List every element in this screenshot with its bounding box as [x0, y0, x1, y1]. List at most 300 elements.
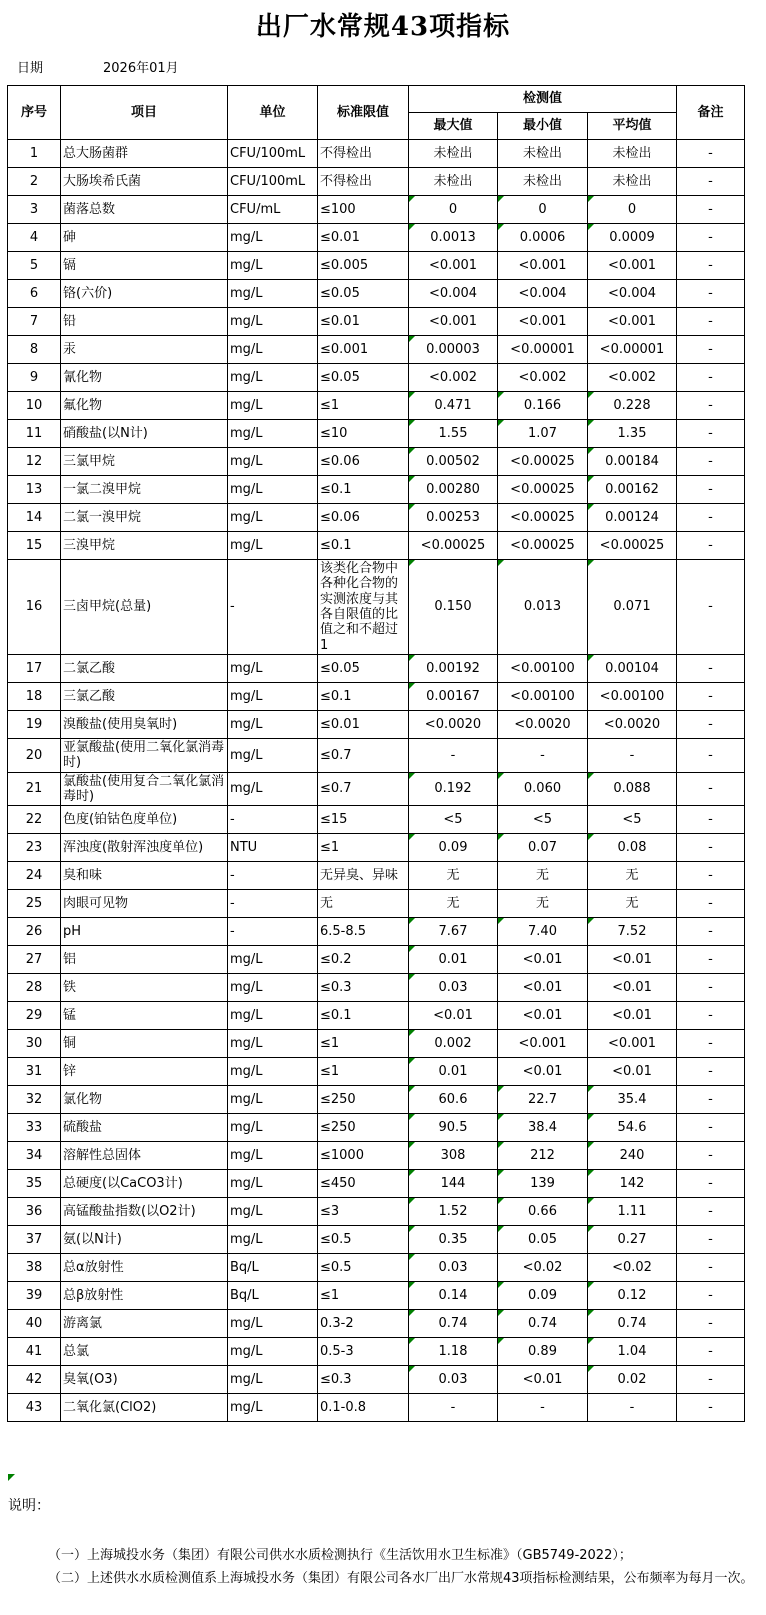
cell-item-name: 氯化物: [61, 1086, 228, 1114]
cell-max-value: 1.55: [409, 420, 498, 448]
cell-note: -: [677, 392, 745, 420]
excel-error-triangle-icon: [409, 1170, 415, 1176]
excel-error-triangle-icon: [588, 1170, 594, 1176]
cell-avg-value: <0.002: [588, 364, 677, 392]
cell-limit: ≤0.7: [318, 738, 409, 772]
cell-min-value: 139: [498, 1170, 588, 1198]
cell-limit: ≤1: [318, 392, 409, 420]
table-row: [8, 1002, 745, 1030]
excel-error-triangle-icon: [409, 1338, 415, 1344]
excel-error-triangle-icon: [588, 834, 594, 840]
footer-notes: [0, 1474, 766, 1591]
cell-min-value: 1.07: [498, 420, 588, 448]
table-row: [8, 168, 745, 196]
cell-unit: mg/L: [228, 1086, 318, 1114]
cell-avg-value: <0.01: [588, 1058, 677, 1086]
cell-max-value: 0.00167: [409, 682, 498, 710]
cell-row-number: 21: [8, 772, 61, 806]
cell-note: -: [677, 1282, 745, 1310]
cell-unit: mg/L: [228, 1338, 318, 1366]
excel-error-triangle-icon: [498, 1338, 504, 1344]
cell-item-name: 铅: [61, 308, 228, 336]
excel-error-triangle-icon: [498, 1310, 504, 1316]
cell-unit: mg/L: [228, 420, 318, 448]
excel-error-triangle-icon: [409, 683, 415, 689]
cell-avg-value: 0.00124: [588, 504, 677, 532]
cell-item-name: 锌: [61, 1058, 228, 1086]
cell-limit: ≤1: [318, 1030, 409, 1058]
excel-error-triangle-icon: [409, 918, 415, 924]
table-row: [8, 946, 745, 974]
excel-error-triangle-icon: [409, 773, 415, 779]
cell-limit: 6.5-8.5: [318, 918, 409, 946]
excel-error-triangle-icon: [409, 392, 415, 398]
cell-row-number: 9: [8, 364, 61, 392]
excel-error-triangle-icon: [588, 1198, 594, 1204]
excel-error-triangle-icon: [409, 476, 415, 482]
cell-max-value: 0.35: [409, 1226, 498, 1254]
cell-row-number: 11: [8, 420, 61, 448]
excel-error-triangle-icon: [409, 1310, 415, 1316]
cell-min-value: 0.05: [498, 1226, 588, 1254]
cell-item-name: 铜: [61, 1030, 228, 1058]
cell-max-value: 0.00003: [409, 336, 498, 364]
cell-max-value: 0.0013: [409, 224, 498, 252]
cell-limit: ≤0.2: [318, 946, 409, 974]
excel-error-triangle-icon: [498, 560, 504, 566]
col-header-item: 项目: [61, 86, 228, 140]
cell-min-value: <0.00025: [498, 448, 588, 476]
cell-row-number: 2: [8, 168, 61, 196]
cell-min-value: <0.00001: [498, 336, 588, 364]
cell-row-number: 3: [8, 196, 61, 224]
cell-item-name: 总氯: [61, 1338, 228, 1366]
cell-min-value: <0.001: [498, 308, 588, 336]
cell-row-number: 38: [8, 1254, 61, 1282]
cell-item-name: 浑浊度(散射浑浊度单位): [61, 834, 228, 862]
date-label: 日期: [17, 61, 44, 76]
excel-error-triangle-icon: [498, 1198, 504, 1204]
cell-limit: ≤0.7: [318, 772, 409, 806]
cell-avg-value: 0.228: [588, 392, 677, 420]
cell-max-value: 144: [409, 1170, 498, 1198]
cell-unit: mg/L: [228, 224, 318, 252]
cell-row-number: 37: [8, 1226, 61, 1254]
cell-item-name: 臭和味: [61, 862, 228, 890]
table-row: [8, 1142, 745, 1170]
cell-avg-value: 无: [588, 890, 677, 918]
table-row: [8, 280, 745, 308]
cell-avg-value: 7.52: [588, 918, 677, 946]
note-line-2: （二）上述供水水质检测值系上海城投水务（集团）有限公司各水厂出厂水常规43项指标检测结果，公布频率为每月一次。: [48, 1571, 754, 1587]
table-row: [8, 476, 745, 504]
cell-note: -: [677, 1114, 745, 1142]
cell-note: -: [677, 448, 745, 476]
cell-limit: ≤1000: [318, 1142, 409, 1170]
cell-max-value: 0.03: [409, 1254, 498, 1282]
cell-item-name: 三溴甲烷: [61, 532, 228, 560]
cell-row-number: 26: [8, 918, 61, 946]
cell-unit: mg/L: [228, 476, 318, 504]
cell-unit: -: [228, 918, 318, 946]
cell-avg-value: <0.01: [588, 974, 677, 1002]
cell-min-value: 未检出: [498, 140, 588, 168]
cell-unit: Bq/L: [228, 1254, 318, 1282]
cell-note: -: [677, 862, 745, 890]
excel-error-triangle-icon: [588, 1366, 594, 1372]
cell-note: -: [677, 1394, 745, 1422]
cell-limit: 不得检出: [318, 168, 409, 196]
cell-row-number: 29: [8, 1002, 61, 1030]
cell-limit: 0.1-0.8: [318, 1394, 409, 1422]
cell-row-number: 4: [8, 224, 61, 252]
excel-error-triangle-icon: [498, 834, 504, 840]
cell-max-value: 0.14: [409, 1282, 498, 1310]
cell-row-number: 39: [8, 1282, 61, 1310]
table-body: [8, 140, 745, 1422]
table-row: [8, 252, 745, 280]
table-row: [8, 1114, 745, 1142]
cell-limit: ≤0.005: [318, 252, 409, 280]
cell-avg-value: 1.11: [588, 1198, 677, 1226]
cell-unit: mg/L: [228, 1030, 318, 1058]
cell-max-value: -: [409, 738, 498, 772]
cell-item-name: 总大肠菌群: [61, 140, 228, 168]
excel-error-triangle-icon: [498, 1086, 504, 1092]
cell-row-number: 7: [8, 308, 61, 336]
cell-unit: mg/L: [228, 1002, 318, 1030]
cell-note: -: [677, 654, 745, 682]
cell-note: -: [677, 974, 745, 1002]
cell-max-value: 0.03: [409, 974, 498, 1002]
cell-min-value: 0.09: [498, 1282, 588, 1310]
cell-limit: ≤1: [318, 1058, 409, 1086]
cell-item-name: 溴酸盐(使用臭氧时): [61, 710, 228, 738]
table-row: [8, 1254, 745, 1282]
cell-note: -: [677, 1310, 745, 1338]
cell-avg-value: <5: [588, 806, 677, 834]
cell-max-value: <0.004: [409, 280, 498, 308]
cell-row-number: 1: [8, 140, 61, 168]
cell-limit: 不得检出: [318, 140, 409, 168]
excel-error-triangle-icon: [409, 1086, 415, 1092]
cell-row-number: 14: [8, 504, 61, 532]
cell-limit: ≤0.06: [318, 504, 409, 532]
cell-unit: mg/L: [228, 1310, 318, 1338]
cell-avg-value: <0.004: [588, 280, 677, 308]
cell-item-name: 氨(以N计): [61, 1226, 228, 1254]
cell-max-value: 0.01: [409, 946, 498, 974]
cell-row-number: 34: [8, 1142, 61, 1170]
cell-min-value: 22.7: [498, 1086, 588, 1114]
col-header-avg: 平均值: [588, 113, 677, 140]
table-row: [8, 532, 745, 560]
cell-max-value: 1.52: [409, 1198, 498, 1226]
cell-item-name: 氟化物: [61, 392, 228, 420]
cell-note: -: [677, 1142, 745, 1170]
page-title: 出厂水常规43项指标: [255, 12, 511, 42]
cell-avg-value: 0.071: [588, 560, 677, 655]
cell-limit: ≤0.06: [318, 448, 409, 476]
cell-avg-value: -: [588, 1394, 677, 1422]
cell-item-name: 三氯乙酸: [61, 682, 228, 710]
cell-limit: ≤0.5: [318, 1226, 409, 1254]
excel-error-triangle-icon: [588, 1226, 594, 1232]
excel-error-triangle-icon: [498, 1226, 504, 1232]
table-row: [8, 974, 745, 1002]
cell-min-value: <5: [498, 806, 588, 834]
cell-row-number: 19: [8, 710, 61, 738]
table-row: [8, 1030, 745, 1058]
cell-item-name: 氯酸盐(使用复合二氧化氯消毒时): [61, 772, 228, 806]
cell-avg-value: 0.00184: [588, 448, 677, 476]
cell-item-name: 总硬度(以CaCO3计): [61, 1170, 228, 1198]
excel-error-triangle-icon: [588, 448, 594, 454]
cell-min-value: 7.40: [498, 918, 588, 946]
table-row: [8, 682, 745, 710]
cell-avg-value: <0.001: [588, 252, 677, 280]
cell-min-value: 0.060: [498, 772, 588, 806]
cell-row-number: 15: [8, 532, 61, 560]
cell-min-value: 0.66: [498, 1198, 588, 1226]
cell-limit: 0.5-3: [318, 1338, 409, 1366]
excel-error-triangle-icon: [498, 918, 504, 924]
cell-unit: mg/L: [228, 280, 318, 308]
cell-item-name: 铬(六价): [61, 280, 228, 308]
cell-row-number: 8: [8, 336, 61, 364]
excel-error-triangle-icon: [588, 476, 594, 482]
cell-limit: ≤100: [318, 196, 409, 224]
cell-note: -: [677, 1254, 745, 1282]
cell-note: -: [677, 336, 745, 364]
cell-limit: ≤15: [318, 806, 409, 834]
cell-max-value: 0.00280: [409, 476, 498, 504]
cell-min-value: 38.4: [498, 1114, 588, 1142]
cell-avg-value: 未检出: [588, 168, 677, 196]
cell-avg-value: 未检出: [588, 140, 677, 168]
cell-note: -: [677, 1170, 745, 1198]
excel-error-triangle-icon: [588, 1310, 594, 1316]
col-header-limit: 标准限值: [318, 86, 409, 140]
cell-row-number: 43: [8, 1394, 61, 1422]
cell-min-value: <0.002: [498, 364, 588, 392]
cell-unit: mg/L: [228, 1114, 318, 1142]
cell-unit: -: [228, 890, 318, 918]
cell-unit: mg/L: [228, 772, 318, 806]
cell-max-value: <0.01: [409, 1002, 498, 1030]
excel-error-triangle-icon: [409, 448, 415, 454]
table-row: [8, 654, 745, 682]
cell-limit: ≤3: [318, 1198, 409, 1226]
cell-unit: mg/L: [228, 504, 318, 532]
table-row: [8, 560, 745, 655]
table-row: [8, 806, 745, 834]
cell-limit: ≤250: [318, 1086, 409, 1114]
cell-max-value: 0.74: [409, 1310, 498, 1338]
cell-min-value: <0.00025: [498, 476, 588, 504]
cell-note: -: [677, 140, 745, 168]
cell-min-value: <0.01: [498, 1366, 588, 1394]
excel-error-triangle-icon: [409, 1030, 415, 1036]
cell-unit: mg/L: [228, 1142, 318, 1170]
cell-item-name: 二氯乙酸: [61, 654, 228, 682]
cell-unit: -: [228, 560, 318, 655]
cell-max-value: 0: [409, 196, 498, 224]
cell-min-value: <0.00100: [498, 682, 588, 710]
excel-error-triangle-icon: [498, 1114, 504, 1120]
table-row: [8, 448, 745, 476]
excel-error-triangle-icon: [498, 1142, 504, 1148]
cell-item-name: 砷: [61, 224, 228, 252]
cell-avg-value: 1.04: [588, 1338, 677, 1366]
excel-error-triangle-icon: [409, 420, 415, 426]
cell-unit: mg/L: [228, 392, 318, 420]
cell-note: -: [677, 560, 745, 655]
cell-note: -: [677, 1338, 745, 1366]
cell-max-value: -: [409, 1394, 498, 1422]
cell-unit: mg/L: [228, 1198, 318, 1226]
cell-item-name: 溶解性总固体: [61, 1142, 228, 1170]
cell-max-value: <0.002: [409, 364, 498, 392]
cell-row-number: 12: [8, 448, 61, 476]
cell-item-name: 汞: [61, 336, 228, 364]
table-row: [8, 918, 745, 946]
table-row: [8, 196, 745, 224]
cell-avg-value: 0.00162: [588, 476, 677, 504]
excel-error-triangle-icon: [409, 1254, 415, 1260]
cell-max-value: 308: [409, 1142, 498, 1170]
date-value: 2026年01月: [103, 61, 179, 76]
cell-note: -: [677, 252, 745, 280]
cell-note: -: [677, 1226, 745, 1254]
cell-avg-value: 1.35: [588, 420, 677, 448]
table-row: [8, 420, 745, 448]
cell-max-value: <5: [409, 806, 498, 834]
cell-min-value: 无: [498, 890, 588, 918]
cell-unit: mg/L: [228, 710, 318, 738]
cell-avg-value: 无: [588, 862, 677, 890]
cell-note: -: [677, 1058, 745, 1086]
cell-item-name: 游离氯: [61, 1310, 228, 1338]
excel-error-triangle-icon: [409, 336, 415, 342]
cell-limit: ≤0.3: [318, 1366, 409, 1394]
cell-min-value: <0.00100: [498, 654, 588, 682]
cell-note: -: [677, 1366, 745, 1394]
cell-limit: ≤0.05: [318, 654, 409, 682]
cell-avg-value: 0: [588, 196, 677, 224]
cell-row-number: 22: [8, 806, 61, 834]
cell-unit: mg/L: [228, 336, 318, 364]
cell-item-name: 臭氧(O3): [61, 1366, 228, 1394]
excel-error-triangle-icon: [588, 1338, 594, 1344]
cell-note: -: [677, 682, 745, 710]
col-header-unit: 单位: [228, 86, 318, 140]
cell-limit: 该类化合物中各种化合物的实测浓度与其各自限值的比值之和不超过1: [318, 560, 409, 655]
cell-avg-value: <0.00001: [588, 336, 677, 364]
table-row: [8, 1394, 745, 1422]
table-row: [8, 890, 745, 918]
cell-note: -: [677, 420, 745, 448]
cell-note: -: [677, 196, 745, 224]
cell-item-name: 铝: [61, 946, 228, 974]
cell-item-name: 氰化物: [61, 364, 228, 392]
excel-error-triangle-icon: [409, 655, 415, 661]
cell-item-name: 锰: [61, 1002, 228, 1030]
table-row: [8, 336, 745, 364]
excel-error-triangle-icon: [409, 1226, 415, 1232]
cell-max-value: <0.001: [409, 252, 498, 280]
cell-row-number: 42: [8, 1366, 61, 1394]
cell-min-value: -: [498, 1394, 588, 1422]
cell-avg-value: 0.088: [588, 772, 677, 806]
excel-error-triangle-icon: [588, 392, 594, 398]
cell-row-number: 30: [8, 1030, 61, 1058]
cell-limit: ≤1: [318, 1282, 409, 1310]
cell-unit: mg/L: [228, 1366, 318, 1394]
cell-avg-value: 0.00104: [588, 654, 677, 682]
cell-row-number: 17: [8, 654, 61, 682]
cell-unit: mg/L: [228, 308, 318, 336]
cell-item-name: 菌落总数: [61, 196, 228, 224]
cell-unit: mg/L: [228, 1170, 318, 1198]
cell-limit: ≤0.01: [318, 710, 409, 738]
table-row: [8, 140, 745, 168]
cell-limit: ≤0.1: [318, 682, 409, 710]
cell-note: -: [677, 1198, 745, 1226]
cell-limit: ≤0.3: [318, 974, 409, 1002]
cell-max-value: 0.03: [409, 1366, 498, 1394]
cell-max-value: 0.00502: [409, 448, 498, 476]
cell-row-number: 31: [8, 1058, 61, 1086]
cell-avg-value: <0.01: [588, 1002, 677, 1030]
table-row: [8, 710, 745, 738]
cell-unit: mg/L: [228, 682, 318, 710]
cell-unit: CFU/100mL: [228, 140, 318, 168]
cell-max-value: 0.471: [409, 392, 498, 420]
excel-error-triangle-icon: [588, 1142, 594, 1148]
cell-min-value: <0.00025: [498, 532, 588, 560]
cell-avg-value: <0.00025: [588, 532, 677, 560]
cell-unit: mg/L: [228, 532, 318, 560]
excel-error-triangle-icon: [498, 196, 504, 202]
cell-avg-value: 35.4: [588, 1086, 677, 1114]
cell-min-value: 0.0006: [498, 224, 588, 252]
excel-error-triangle-icon: [409, 1142, 415, 1148]
cell-row-number: 35: [8, 1170, 61, 1198]
cell-limit: ≤0.01: [318, 308, 409, 336]
cell-row-number: 18: [8, 682, 61, 710]
excel-error-triangle-icon: [409, 560, 415, 566]
cell-item-name: 高锰酸盐指数(以O2计): [61, 1198, 228, 1226]
cell-item-name: pH: [61, 918, 228, 946]
excel-error-triangle-icon: [409, 1198, 415, 1204]
cell-note: -: [677, 308, 745, 336]
col-header-detection: 检测值: [409, 86, 677, 113]
table-row: [8, 1058, 745, 1086]
cell-row-number: 23: [8, 834, 61, 862]
col-header-no: 序号: [8, 86, 61, 140]
cell-unit: mg/L: [228, 252, 318, 280]
cell-unit: mg/L: [228, 364, 318, 392]
cell-avg-value: 54.6: [588, 1114, 677, 1142]
cell-avg-value: <0.001: [588, 1030, 677, 1058]
excel-error-triangle-icon: [498, 224, 504, 230]
cell-limit: 无: [318, 890, 409, 918]
cell-unit: -: [228, 806, 318, 834]
cell-unit: mg/L: [228, 946, 318, 974]
cell-avg-value: 0.08: [588, 834, 677, 862]
cell-row-number: 41: [8, 1338, 61, 1366]
